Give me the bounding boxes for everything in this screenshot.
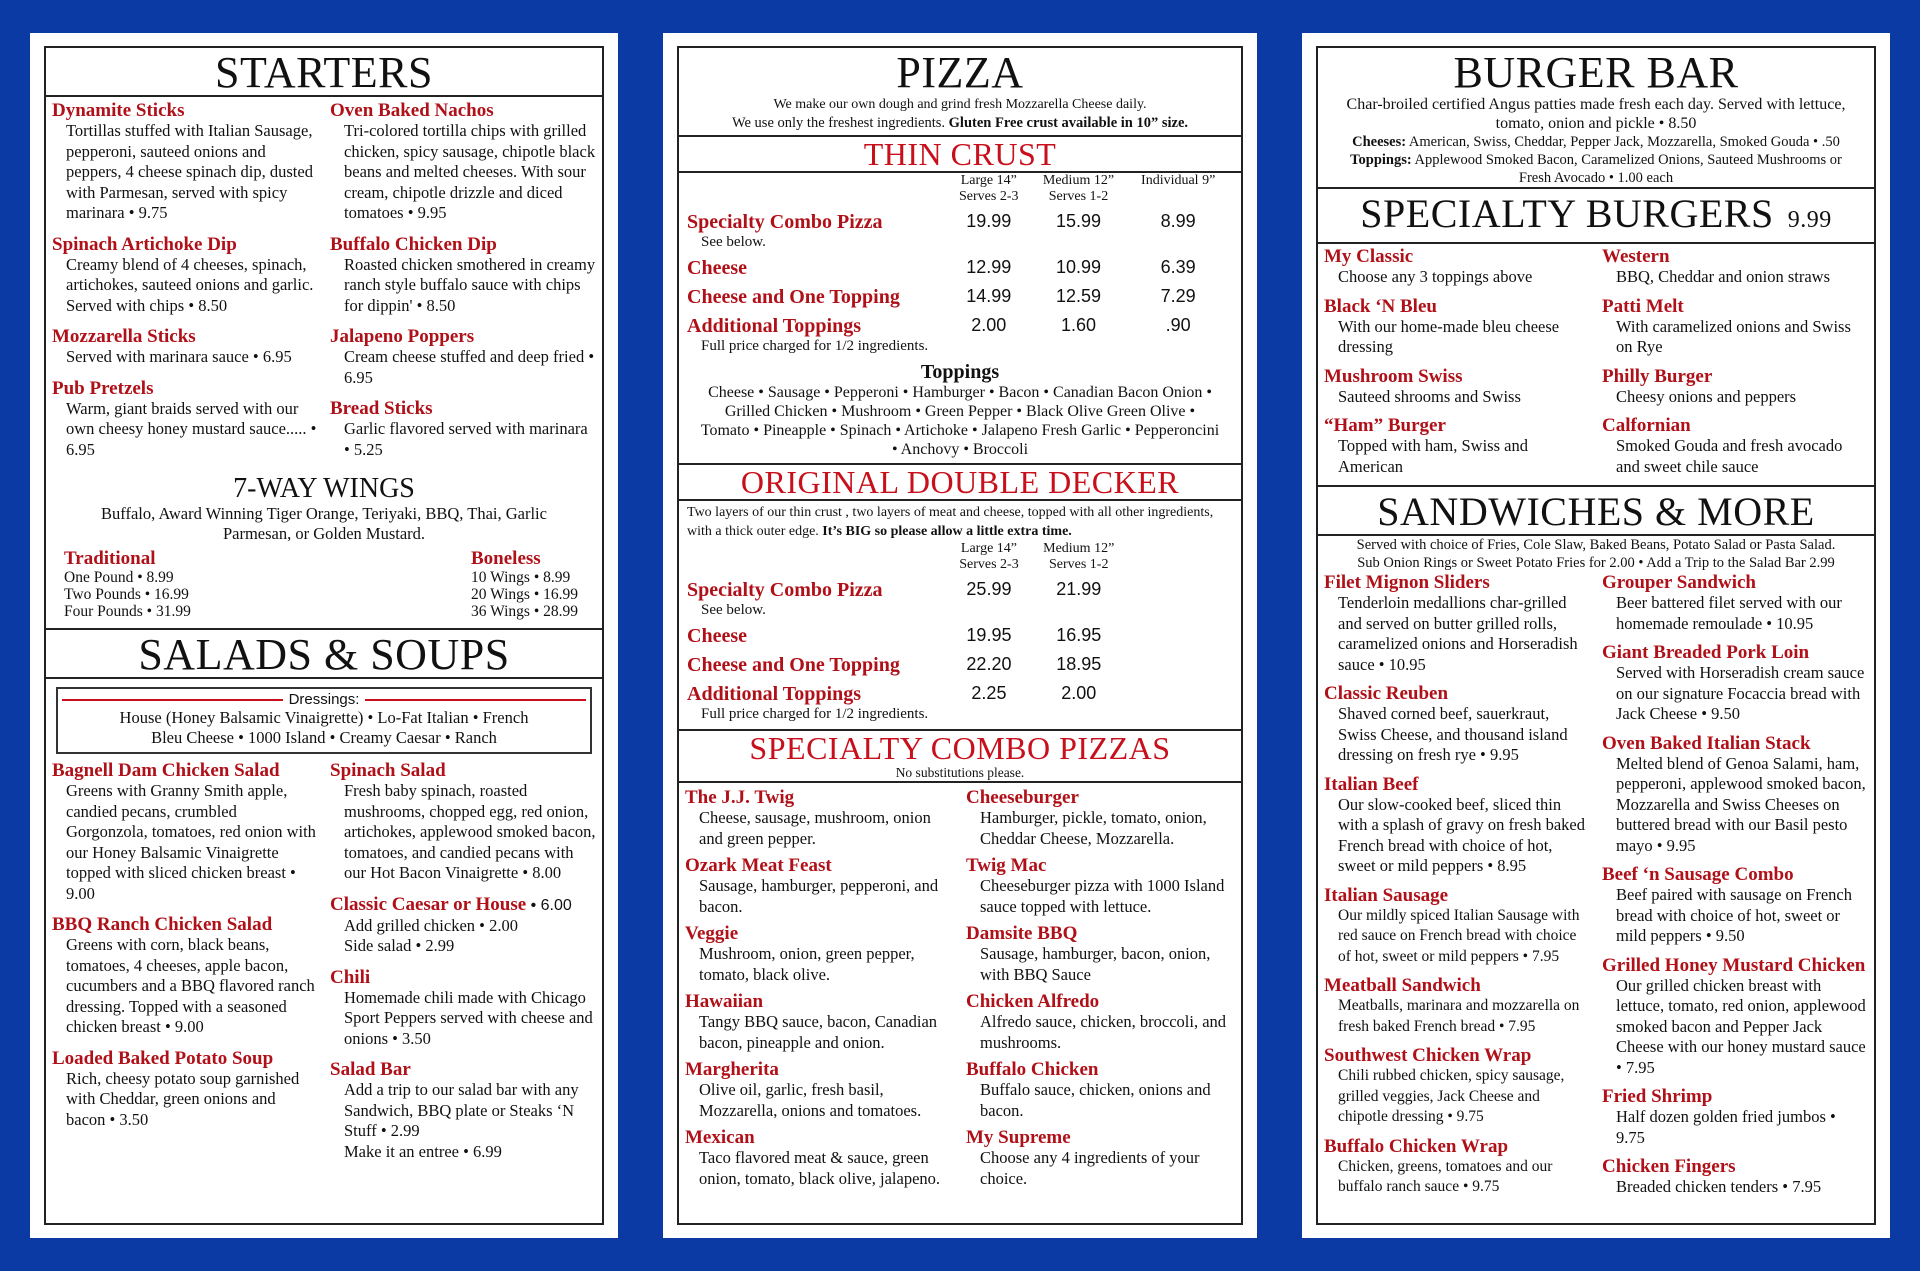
price-row: Cheese 19.95 16.95 xyxy=(687,625,1102,647)
burger-bar-title: BURGER BAR xyxy=(1453,48,1739,97)
item-desc: With caramelized onions and Swiss on Rye xyxy=(1616,316,1851,356)
dressings-list: Bleu Cheese • 1000 Island • Creamy Caesar • Ranch xyxy=(151,728,497,747)
item-desc: Garlic flavored served with marinara • 5.25 xyxy=(344,419,588,459)
item-desc: Chicken, greens, tomatoes and our buffalo ranch sauce • 9.75 xyxy=(1338,1157,1553,1195)
starters-title: STARTERS xyxy=(46,48,602,97)
sandwiches-col-left xyxy=(1318,572,1596,1206)
double-decker-title: ORIGINAL DOUBLE DECKER xyxy=(679,463,1241,501)
item-desc: Cheeseburger pizza with 1000 Island sauce topped with lettuce. xyxy=(980,876,1225,916)
menu-item xyxy=(330,398,596,460)
menu-item xyxy=(330,894,596,957)
wing-price: 36 Wings • 28.99 xyxy=(471,603,578,620)
menu-item xyxy=(330,967,596,1050)
item-desc: Sausage, hamburger, pepperoni, and bacon. xyxy=(699,876,939,916)
item-name: Southwest Chicken Wrap xyxy=(1324,1045,1532,1066)
item-name: Chicken Fingers xyxy=(1602,1156,1736,1177)
menu-item xyxy=(52,1048,318,1131)
dressings-label: Dressings: xyxy=(288,691,360,708)
price-row: Cheese and One Topping 14.99 12.59 7.29 xyxy=(687,286,1196,308)
menu-item xyxy=(1602,1086,1868,1148)
row-note: See below. xyxy=(701,602,766,618)
item-name: Meatball Sandwich xyxy=(1324,975,1481,996)
double-decker-price-table xyxy=(687,541,1233,729)
item-name: Calfornian xyxy=(1602,415,1691,436)
item-desc: Fresh baby spinach, roasted mushrooms, chopped egg, red onion, artichokes, applewood smoked bacon, tomatoes, and candied pecans with our Hot Bacon Vinaigrette • 8.00 xyxy=(344,781,596,882)
menu-item xyxy=(1602,1156,1868,1198)
menu-item xyxy=(685,991,954,1053)
item-desc: Add grilled chicken • 2.00 Side salad • 2.99 xyxy=(344,915,518,955)
menu-item xyxy=(1602,864,1868,947)
item-desc: Beer battered filet served with our homemade remoulade • 10.95 xyxy=(1616,593,1842,633)
menu-item xyxy=(1324,415,1590,477)
item-desc: Warm, giant braids served with our own cheesy honey mustard sauce..... • 6.95 xyxy=(66,398,317,459)
item-name: Classic Caesar or House • 6.00 xyxy=(330,893,572,915)
menu-item xyxy=(685,1127,954,1189)
burgers-col-right xyxy=(1596,246,1874,485)
item-name: My Supreme xyxy=(966,1127,1071,1148)
item-desc: Meatballs, marinara and mozzarella on fresh baked French bread • 7.95 xyxy=(1338,997,1580,1035)
wings-flavors: Buffalo, Award Winning Tiger Orange, Teriyaki, BBQ, Thai, Garlic Parmesan, or Golden Mustard. xyxy=(101,504,547,543)
menu-item xyxy=(1324,683,1590,766)
panel-frame xyxy=(1316,46,1876,1225)
item-desc: Choose any 3 toppings above xyxy=(1338,267,1533,286)
sandwiches-intro: Served with choice of Fries, Cole Slaw, Baked Beans, Potato Salad or Pasta Salad. xyxy=(1356,537,1836,553)
item-desc: Half dozen golden fried jumbos • 9.75 xyxy=(1616,1107,1836,1147)
item-name: Grilled Honey Mustard Chicken xyxy=(1602,954,1866,976)
item-desc: Beef paired with sausage on French bread with choice of hot, sweet or mild peppers • 9.50 xyxy=(1616,885,1852,945)
item-name: The J.J. Twig xyxy=(685,787,795,808)
menu-item xyxy=(685,855,954,917)
item-name: Cheeseburger xyxy=(966,787,1079,808)
wings-title: 7-WAY WINGS xyxy=(233,473,415,504)
menu-item xyxy=(1324,296,1590,358)
menu-item xyxy=(966,1127,1235,1189)
row-note: Full price charged for 1/2 ingredients. xyxy=(701,706,929,722)
starters-col-left xyxy=(46,100,324,470)
price-row: Additional Toppings 2.00 1.60 .90 xyxy=(687,315,1191,337)
item-name: Oven Baked Italian Stack xyxy=(1602,732,1811,754)
row-note: Full price charged for 1/2 ingredients. xyxy=(701,338,929,354)
item-name: Western xyxy=(1602,246,1670,267)
menu-item xyxy=(1602,955,1868,1079)
item-name: Hawaiian xyxy=(685,991,764,1012)
item-desc: Creamy blend of 4 cheeses, spinach, artichokes, sauteed onions and garlic. Served with chips • 8.50 xyxy=(66,254,314,315)
size-header: Large 14” Serves 2-3 xyxy=(959,541,1019,572)
row-note: See below. xyxy=(701,234,766,250)
item-desc: Cheese, sausage, mushroom, onion and green pepper. xyxy=(699,808,931,848)
dressings-box xyxy=(56,687,592,754)
menu-item xyxy=(1602,572,1868,634)
item-desc: Buffalo sauce, chicken, onions and bacon. xyxy=(980,1080,1211,1120)
double-decker-intro: Two layers of our thin crust , two layers of meat and cheese, topped with all other ingredients, with a thick outer edge. It’s BIG so please allow a little extra time. xyxy=(687,505,1214,539)
price-row: Specialty Combo Pizza 25.99 21.99 xyxy=(687,579,1102,601)
item-desc: Breaded chicken tenders • 7.95 xyxy=(1616,1177,1822,1196)
item-name: Chili xyxy=(330,966,371,988)
item-name: Buffalo Chicken xyxy=(966,1059,1099,1080)
menu-panel-right xyxy=(1302,33,1890,1238)
menu-item xyxy=(1602,366,1868,408)
item-desc: BBQ, Cheddar and onion straws xyxy=(1616,267,1831,286)
menu-item xyxy=(685,787,954,849)
menu-item xyxy=(1324,572,1590,675)
menu-item xyxy=(52,326,318,368)
item-name: Loaded Baked Potato Soup xyxy=(52,1047,274,1069)
menu-item xyxy=(685,923,954,985)
menu-item xyxy=(1324,774,1590,877)
burger-toppings: Toppings: Applewood Smoked Bacon, Caramelized Onions, Sauteed Mushrooms or Fresh Avocado • 1.00 each xyxy=(1350,152,1842,186)
menu-item xyxy=(1324,1136,1590,1198)
wings-traditional xyxy=(64,548,191,620)
menu-item xyxy=(966,923,1235,985)
burger-intro: Char-broiled certified Angus patties made fresh each day. Served with lettuce, tomato, onion and pickle • 8.50 xyxy=(1346,96,1846,132)
thin-crust-price-table xyxy=(687,173,1233,355)
menu-item xyxy=(1324,975,1590,1037)
menu-item xyxy=(685,1059,954,1121)
combo-col-right xyxy=(960,787,1241,1195)
toppings-list: Cheese • Sausage • Pepperoni • Hamburger • Bacon • Canadian Bacon Onion • Grilled Chicken • Mushroom • Green Pepper • Black Olive Green Olive • Tomato • Pineapple • Spinach • Artichoke • Jalapeno Fresh Garlic • Pepperoncini • Anchovy • Broccoli xyxy=(700,384,1220,458)
item-name: Buffalo Chicken Wrap xyxy=(1324,1135,1509,1157)
item-name: Grouper Sandwich xyxy=(1602,572,1756,593)
sandwiches-title: SANDWICHES & MORE xyxy=(1318,485,1874,536)
item-desc: Greens with corn, black beans, tomatoes, 4 cheeses, apple bacon, cucumbers and a BBQ flavored ranch dressing. Topped with a seasoned chicken breast • 9.00 xyxy=(66,935,315,1036)
item-name: Margherita xyxy=(685,1059,779,1080)
item-name: Salad Bar xyxy=(330,1059,411,1080)
combo-col-left xyxy=(679,787,960,1195)
item-desc: Olive oil, garlic, fresh basil, Mozzarella, onions and tomatoes. xyxy=(699,1080,922,1120)
item-name: Bread Sticks xyxy=(330,398,433,419)
item-desc: Our slow-cooked beef, sliced thin with a splash of gravy on fresh baked French bread with choice of hot, sweet or mild peppers • 8.95 xyxy=(1338,794,1585,875)
sandwiches-col-right xyxy=(1596,572,1874,1206)
item-desc: Sauteed shrooms and Swiss xyxy=(1338,386,1521,406)
price-row: Specialty Combo Pizza 19.99 15.99 8.99 xyxy=(687,211,1196,233)
menu-item xyxy=(1602,415,1868,477)
menu-panel-center xyxy=(663,33,1257,1238)
menu-item xyxy=(966,991,1235,1053)
wing-price: Four Pounds • 31.99 xyxy=(64,603,191,620)
menu-item xyxy=(52,234,318,317)
item-desc: Rich, cheesy potato soup garnished with Cheddar, green onions and bacon • 3.50 xyxy=(66,1068,300,1129)
item-desc: Smoked Gouda and fresh avocado and sweet chile sauce xyxy=(1616,436,1843,476)
item-desc: Tri-colored tortilla chips with grilled chicken, spicy sausage, chipotle black beans and melted cheeses. With sour cream, chipotle drizzle and diced tomatoes • 9.95 xyxy=(344,121,596,222)
item-name: Spinach Artichoke Dip xyxy=(52,233,237,255)
item-name: Jalapeno Poppers xyxy=(330,326,475,347)
item-name: Beef ‘n Sausage Combo xyxy=(1602,864,1794,885)
item-name: Oven Baked Nachos xyxy=(330,100,494,121)
size-header: Individual 9” xyxy=(1141,173,1216,188)
item-name: Filet Mignon Sliders xyxy=(1324,572,1490,593)
item-desc: Tangy BBQ sauce, bacon, Canadian bacon, pineapple and onion. xyxy=(699,1012,938,1052)
menu-item xyxy=(52,914,318,1038)
salads-title: SALADS & SOUPS xyxy=(46,628,602,679)
price-row: Additional Toppings 2.25 2.00 xyxy=(687,683,1097,705)
item-name: Damsite BBQ xyxy=(966,923,1078,944)
item-name: Veggie xyxy=(685,923,739,944)
item-desc: With our home-made bleu cheese dressing xyxy=(1338,316,1560,356)
toppings-title: Toppings xyxy=(920,361,1000,383)
menu-item xyxy=(330,100,596,224)
item-desc: Topped with ham, Swiss and American xyxy=(1338,436,1528,476)
burgers-col-left xyxy=(1318,246,1596,485)
item-name: Boneless xyxy=(471,548,541,569)
item-name: Bagnell Dam Chicken Salad xyxy=(52,760,280,781)
wing-price: Two Pounds • 16.99 xyxy=(64,586,189,603)
item-desc: Our grilled chicken breast with lettuce, tomato, red onion, applewood smoked bacon and Pepper Jack Cheese with our honey mustard sauce • 7.95 xyxy=(1616,975,1866,1077)
item-name: Mozzarella Sticks xyxy=(52,326,196,347)
item-name: Pub Pretzels xyxy=(52,377,154,399)
thin-crust-title: THIN CRUST xyxy=(679,137,1241,173)
item-desc: Cream cheese stuffed and deep fried • 6.95 xyxy=(344,347,595,387)
pizza-intro: We use only the freshest ingredients. Gluten Free crust available in 10” size. xyxy=(679,114,1241,137)
item-desc: Our mildly spiced Italian Sausage with red sauce on French bread with choice of hot, sweet or mild peppers • 7.95 xyxy=(1338,906,1580,965)
specialty-burgers-title: SPECIALTY BURGERS 9.99 xyxy=(1318,187,1874,244)
wing-price: 10 Wings • 8.99 xyxy=(471,569,571,586)
specialty-combo-title: SPECIALTY COMBO PIZZAS xyxy=(679,729,1241,765)
item-name: Spinach Salad xyxy=(330,760,446,781)
item-name: Fried Shrimp xyxy=(1602,1086,1713,1107)
item-name: Twig Mac xyxy=(966,855,1047,876)
item-name: Italian Beef xyxy=(1324,773,1419,795)
item-desc: Mushroom, onion, green pepper, tomato, black olive. xyxy=(699,944,915,984)
item-desc: Homemade chili made with Chicago Sport Peppers served with cheese and onions • 3.50 xyxy=(344,987,593,1048)
menu-item xyxy=(1602,296,1868,358)
item-name: Classic Reuben xyxy=(1324,683,1449,704)
menu-item xyxy=(330,1059,596,1162)
item-desc: Cheesy onions and peppers xyxy=(1616,386,1797,406)
dressings-list: House (Honey Balsamic Vinaigrette) • Lo-Fat Italian • French xyxy=(119,708,529,727)
menu-panel-left xyxy=(30,33,618,1238)
panel-frame xyxy=(44,46,604,1225)
item-name: BBQ Ranch Chicken Salad xyxy=(52,914,273,935)
starters-col-right xyxy=(324,100,602,470)
menu-item xyxy=(966,855,1235,917)
wings-prices xyxy=(46,544,602,620)
menu-item xyxy=(330,760,596,884)
item-desc: Choose any 4 ingredients of your choice. xyxy=(980,1148,1200,1188)
pizza-title: PIZZA xyxy=(896,48,1024,97)
item-desc: Chili rubbed chicken, spicy sausage, grilled veggies, Jack Cheese and chipotle dressing • 9.75 xyxy=(1338,1067,1565,1125)
menu-item xyxy=(52,378,318,461)
item-name: Patti Melt xyxy=(1602,295,1684,317)
item-name: Buffalo Chicken Dip xyxy=(330,233,497,255)
item-desc: Alfredo sauce, chicken, broccoli, and mushrooms. xyxy=(980,1012,1227,1052)
item-name: My Classic xyxy=(1324,246,1414,267)
price-row: Cheese 12.99 10.99 6.39 xyxy=(687,257,1196,279)
item-name: Giant Breaded Pork Loin xyxy=(1602,642,1810,663)
menu-item xyxy=(330,234,596,317)
item-desc: Sausage, hamburger, bacon, onion, with BBQ Sauce xyxy=(980,944,1211,984)
item-name: Dynamite Sticks xyxy=(52,100,185,121)
menu-item xyxy=(52,100,318,224)
burger-cheeses: Cheeses: American, Swiss, Cheddar, Pepper Jack, Mozzarella, Smoked Gouda • .50 xyxy=(1352,134,1840,150)
wing-price: One Pound • 8.99 xyxy=(64,569,174,586)
salads-col-left xyxy=(46,760,324,1172)
item-desc: Melted blend of Genoa Salami, ham, pepperoni, applewood smoked bacon, Mozzarella and Swiss Cheeses on buttered bread with our Basil pesto mayo • 9.95 xyxy=(1616,753,1866,855)
item-desc: Served with Horseradish cream sauce on our signature Focaccia bread with Jack Cheese • 9.50 xyxy=(1616,663,1865,723)
item-desc: Shaved corned beef, sauerkraut, Swiss Cheese, and thousand island dressing on fresh rye • 9.95 xyxy=(1338,704,1568,764)
item-name: Italian Sausage xyxy=(1324,884,1449,906)
item-name: Philly Burger xyxy=(1602,365,1713,387)
menu-item xyxy=(1324,885,1590,968)
size-header: Large 14” Serves 2-3 xyxy=(959,173,1019,204)
pizza-intro: We make our own dough and grind fresh Mozzarella Cheese daily. xyxy=(773,97,1147,112)
item-desc: Hamburger, pickle, tomato, onion, Cheddar Cheese, Mozzarella. xyxy=(980,808,1207,848)
item-desc: Tortillas stuffed with Italian Sausage, pepperoni, sauteed onions and peppers, 4 cheese spinach dip, dusted with Parmesan, served with spicy marinara • 9.75 xyxy=(66,121,313,222)
menu-item xyxy=(1602,733,1868,857)
menu-item xyxy=(1324,246,1590,288)
item-desc: Greens with Granny Smith apple, candied pecans, crumbled Gorgonzola, tomatoes, red onion with our Honey Balsamic Vinaigrette topped with sliced chicken breast • 9.00 xyxy=(66,781,316,903)
menu-item xyxy=(1602,642,1868,725)
specialty-burgers-price: 9.99 xyxy=(1787,207,1832,233)
menu-item xyxy=(1324,1045,1590,1128)
item-desc: Add a trip to our salad bar with any Sandwich, BBQ plate or Steaks ‘N Stuff • 2.99 Make it an entree • 6.99 xyxy=(344,1080,579,1161)
item-desc: Taco flavored meat & sauce, green onion, tomato, black olive, jalapeno. xyxy=(699,1148,941,1188)
item-name: Mushroom Swiss xyxy=(1324,365,1463,387)
combo-note: No substitutions please. xyxy=(679,765,1241,783)
item-name: Black ‘N Bleu xyxy=(1324,295,1437,317)
menu-item xyxy=(1602,246,1868,288)
menu-item xyxy=(330,326,596,388)
size-header: Medium 12” Serves 1-2 xyxy=(1042,173,1115,204)
size-header: Medium 12” Serves 1-2 xyxy=(1043,541,1115,572)
salads-col-right xyxy=(324,760,602,1172)
item-desc: Served with marinara sauce • 6.95 xyxy=(66,347,292,366)
menu-item xyxy=(966,787,1235,849)
item-desc: Tenderloin medallions char-grilled and served on butter grilled rolls, caramelized onions and Horseradish sauce • 10.95 xyxy=(1338,593,1578,674)
wing-price: 20 Wings • 16.99 xyxy=(471,586,578,603)
menu-item xyxy=(52,760,318,904)
item-name: Mexican xyxy=(685,1127,755,1148)
sandwiches-intro: Sub Onion Rings or Sweet Potato Fries for 2.00 • Add a Trip to the Salad Bar 2.99 xyxy=(1357,555,1835,571)
menu-item xyxy=(1324,366,1590,408)
wings-boneless xyxy=(471,548,578,620)
menu-item xyxy=(966,1059,1235,1121)
item-name: Traditional xyxy=(64,548,156,569)
price-row: Cheese and One Topping 22.20 18.95 xyxy=(687,654,1102,676)
item-name: “Ham” Burger xyxy=(1324,415,1446,436)
item-desc: Roasted chicken smothered in creamy ranch style buffalo sauce with chips for dippin' • 8.50 xyxy=(344,254,596,315)
panel-frame xyxy=(677,46,1243,1225)
item-name: Ozark Meat Feast xyxy=(685,855,832,876)
item-name: Chicken Alfredo xyxy=(966,991,1100,1012)
